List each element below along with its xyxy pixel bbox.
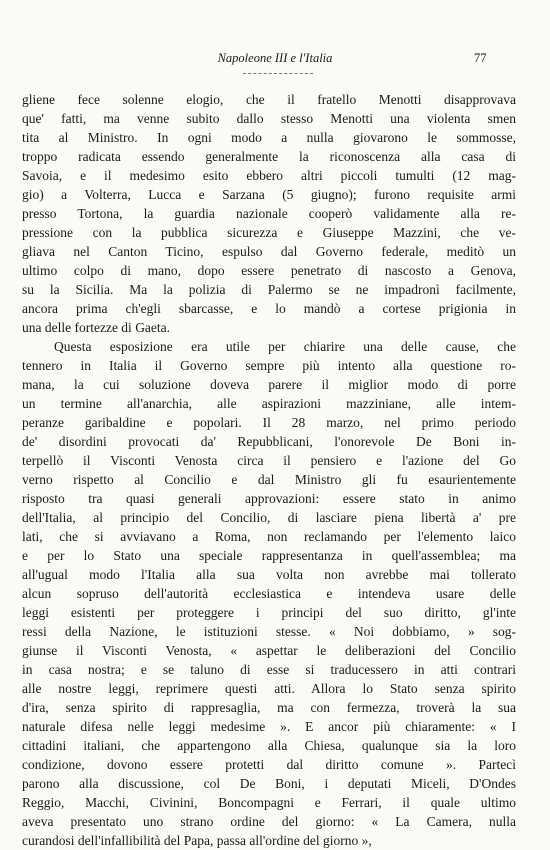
text-line: in casa nostra; e se taluno di esse si traducessero in atti contrari — [22, 662, 516, 677]
text-line: una delle fortezze di Gaeta. — [22, 320, 171, 335]
text-line: terpellò il Visconti Venosta circa il pensiero e l'azione del Go — [22, 453, 516, 468]
text-line: mana, la cui soluzione doveva parere il miglior modo di porre — [22, 377, 516, 392]
text-line: alle nostre leggi, reprimere questi atti. Allora lo Stato senza spirito — [22, 681, 516, 696]
page-number: 77 — [474, 51, 487, 65]
text-line: presso Tortona, la guardia nazionale cooperò validamente alla re- — [22, 206, 516, 221]
text-line: e per lo Stato una speciale rappresentanza in quell'assemblea; ma — [22, 548, 516, 563]
text-line: cittadini italiani, che appartengono alla Chiesa, qualunque sia la loro — [22, 738, 516, 753]
text-line: tita al Ministro. In ogni modo a nulla giovarono le sommosse, — [22, 130, 516, 145]
text-line: leggi esistenti per proteggere i principi del suo diritto, gl'inte — [22, 605, 516, 620]
paragraph — [22, 337, 516, 850]
header-rule — [243, 73, 313, 74]
text-line: Savoia, e il medesimo esito ebbero altri piccoli tumulti (12 mag- — [22, 168, 516, 183]
text-line: troppo radicata essendo generalmente la riconoscenza alla casa di — [22, 149, 516, 164]
text-line: verno rispetto al Concilio e dal Ministro gli fu esaurientemente — [22, 472, 516, 487]
text-line: tennero in Italia il Governo sempre più intento alla questione ro- — [22, 358, 516, 373]
text-line: gliava nel Canton Ticino, espulso dal Governo federale, meditò un — [22, 244, 516, 259]
text-line: lati, che si avviavano a Roma, non reclamando per l'elemento laico — [22, 529, 516, 544]
text-line: Reggio, Macchi, Civinini, Boncompagni e Ferrari, il quale ultimo — [22, 795, 516, 810]
text-line: ultimo colpo di mano, dopo essere penetrato di nascosto a Genova, — [22, 263, 516, 278]
text-line: gliene fece solenne elogio, che il fratello Menotti disapprovava — [22, 92, 516, 107]
text-line: d'ira, senza spirito di rappresaglia, ma con fermezza, troverà la sua — [22, 700, 516, 715]
text-line: pressione con la pubblica sicurezza e Giuseppe Mazzini, che ve- — [22, 225, 516, 240]
text-line: alcun sopruso dell'autorità ecclesiastica e intendeva usare delle — [22, 586, 516, 601]
text-line: su la Sicilia. Ma la polizia di Palermo se ne impadronì facilmente, — [22, 282, 516, 297]
text-line: parono alla discussione, col De Boni, i deputati Miceli, D'Ondes — [22, 776, 516, 791]
text-line: aveva presentato uno strano ordine del giorno: « La Camera, nulla — [22, 814, 516, 829]
text-line: all'ugual modo l'Italia alla sua volta non avrebbe mai tollerato — [22, 567, 516, 582]
text-line: gio) a Volterra, Lucca e Sarzana (5 giugno); furono requisite armi — [22, 187, 516, 202]
text-line: ressi della Nazione, le istituzioni stesse. « Noi dobbiamo, » sog- — [22, 624, 516, 639]
text-line: condizione, dovono essere protetti dal diritto comune ». Partecì — [22, 757, 516, 772]
text-line: naturale difesa nelle leggi medesime ». E ancor più chiaramente: « I — [22, 719, 516, 734]
paragraph — [22, 90, 516, 337]
text-line: de' disordini provocati da' Repubblicani, l'onorevole De Boni in- — [22, 434, 516, 449]
text-line: risposto tra quasi generali approvazioni: essere stato in animo — [22, 491, 516, 506]
text-line: giunse il Visconti Venosta, « aspettar le deliberazioni del Concilio — [22, 643, 516, 658]
text-line: que' fatti, ma venne subito dallo stesso Menotti una violenta smen — [22, 111, 516, 126]
text-line: dell'Italia, al principio del Concilio, di lasciare piena libertà a' pre — [22, 510, 516, 525]
running-title: Napoleone III e l'Italia — [217, 51, 333, 65]
body-text — [22, 90, 516, 850]
text-line: Questa esposizione era utile per chiarire una delle cause, che — [54, 339, 516, 354]
text-line: un termine all'anarchia, alle aspirazioni mazziniane, alle intem- — [22, 396, 516, 411]
text-line: curandosi dell'infallibilità del Papa, passa all'ordine del giorno », — [22, 833, 372, 848]
text-line: ancora prima ch'egli sbarcasse, e lo mandò a cortese prigionia in — [22, 301, 516, 316]
text-line: peranze garibaldine e popolari. Il 28 marzo, nel primo periodo — [22, 415, 516, 430]
